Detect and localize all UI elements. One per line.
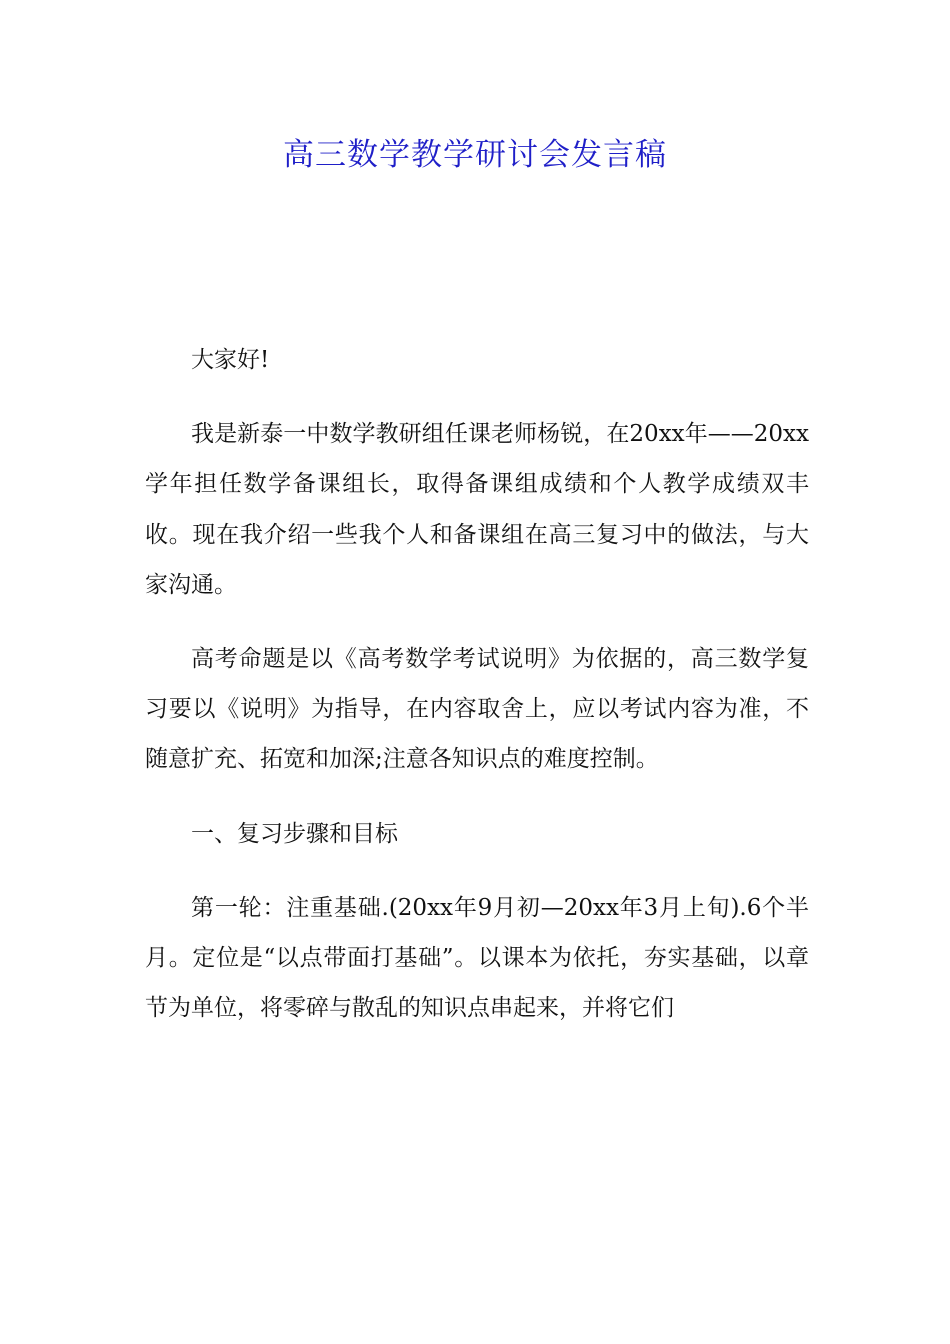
paragraph-exam-basis: 高考命题是以《高考数学考试说明》为依据的，高三数学复习要以《说明》为指导，在内容取舍上，应以考试内容为准，不随意扩充、拓宽和加深;注意各知识点的难度控制。: [145, 646, 809, 773]
paragraph-first-round: 第一轮：注重基础.(20xx年9月初—20xx年3月上旬).6个半月。定位是“以点带面打基础”。以课本为依托，夯实基础，以章节为单位，将零碎与散乱的知识点串起来，并将它们: [145, 894, 809, 1022]
document-title: 高三数学教学研讨会发言稿: [283, 137, 667, 173]
document-body: [145, 335, 809, 1057]
paragraph-greeting: 大家好!: [191, 347, 270, 373]
section-heading-review-steps: 一、复习步骤和目标: [191, 820, 398, 847]
paragraph-introduction: 我是新泰一中数学教研组任课老师杨锐，在20xx年——20xx学年担任数学备课组长，取得备课组成绩和个人教学成绩双丰收。现在我介绍一些我个人和备课组在高三复习中的做法，与大家沟通。: [145, 421, 809, 598]
